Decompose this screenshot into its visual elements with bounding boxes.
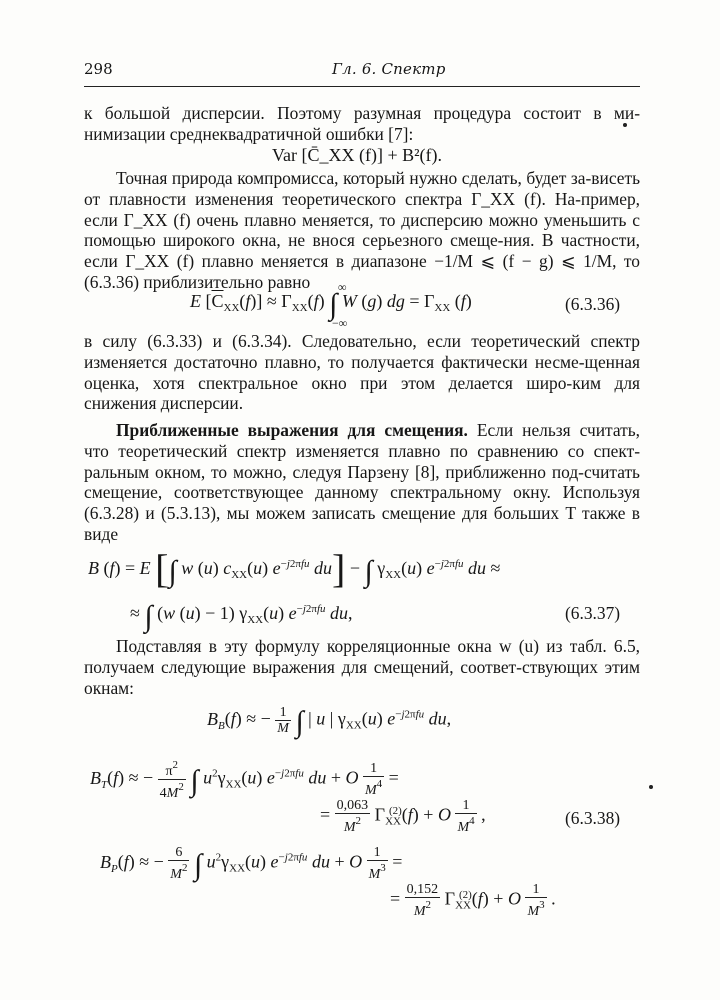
equation-6-3-37-line-2: ≈ ∫ (w (u) − 1) $\gamma_{XX}(u)$ $e^{-j2\pi fu}$ du, [130,600,353,633]
page-number: 298 [84,60,113,78]
page-header [84,60,640,88]
equation-number-6-3-38: (6.3.38) [565,808,621,828]
paragraph-5: Подставляя в эту формулу корреляционные окна w (u) из табл. 6.5, получаем следующие выражения для смещений, соответ-ствующих этим окнам: [84,636,640,698]
paragraph-3: в силу (6.3.33) и (6.3.34). Следовательно, если теоретический спектр изменяется достаточно плавно, то получается фактически несме-щенная оценка, хотя спектральное окно при этом делается широ-ким для снижения дисперсии. [84,331,640,414]
coefficient-parzen: 0,152 [406,882,439,897]
equation-bartlett: $B_B(f)$ ≈ − $\frac{1}{M}$ ∫ | u | $\gamma_{XX}(u)$ $e^{-j2\pi fu}$ du, [207,705,452,739]
paragraph-2: Точная природа компромисса, который нужно сделать, будет за-висеть от плавности изменения теоретического спектра Γ_XX (f). На-пример, если Γ_XX (f) очень плавно меняется, то дисперсию можно уменьшить с помощью широкого окна, не внося серьезного смеще-ния. В частности, если Γ_XX (f) плавно меняется в диапазоне −1/M ⩽ (f − g) ⩽ 1/M, то (6.3.36) приблизительно равно [84,168,640,292]
section-heading: Приближенные выражения для смещения. [116,420,468,440]
paragraph-4 [84,420,640,545]
print-speck [649,785,653,789]
equation-parzen-line-2: = $\frac{0,152}{M^2}$ $\Gamma_{XX}^{(2)}(f) + O$ $\frac{1}{M^3}$ . [390,882,556,919]
equation-tukey-line-2: = $\frac{0,063}{M^2}$ $\Gamma_{XX}^{(2)}(f) + O$ $\frac{1}{M^4}$ , [320,798,486,835]
equation-number-6-3-37: (6.3.37) [565,603,621,623]
equation-6-3-36: E $[\overline{C}_{XX}(f)] \approx \Gamma_{XX}(f)$ ∫ W (g) dg = $\Gamma_{XX}$ (f) ∞ −∞ [190,280,472,330]
running-head: Гл. 6. Спектр [332,60,446,78]
print-speck [623,123,627,127]
paragraph-1: к большой дисперсии. Поэтому разумная процедура состоит в ми-нимизации среднеквадратичной ошибки [7]: [84,103,640,144]
variance-expression: Var [C̄_XX (f)] + B²(f). [272,145,442,165]
equation-number-6-3-36: (6.3.36) [565,294,621,314]
equation-parzen-line-1: $B_P(f)$ ≈ − $\frac{6}{M^2}$ ∫ $u^2\gamma_{XX}(u)$ $e^{-j2\pi fu}$ du + O $\frac{1}{M^3}$ = [100,845,403,882]
header-rule [84,86,640,87]
equation-tukey-line-1: $B_T(f)$ ≈ − $\frac{\pi^2}{4M^2}$ ∫ $u^2\gamma_{XX}(u)$ $e^{-j2\pi fu}$ du + O $\frac{1}{M^4}$ = [90,759,399,801]
paragraph-4-text: Если нельзя считать, что теоретический спектр изменяется плавно по сравнению со спект-ральным окном, то можно, следуя Парзену [8], приближенно под-считать смещение, соответствующее данному спектральному окну. Используя (6.3.28) и (5.3.13), мы можем записать смещение для больших T также в виде [84,420,640,544]
equation-6-3-37-line-1: B (f) = E [∫ w (u) $c_{XX}(u)$ $e^{-j2\pi fu}$ du] − ∫ $\gamma_{XX}(u)$ $e^{-j2\pi fu}$ du ≈ [88,546,501,591]
coefficient-tukey: 0,063 [336,798,369,813]
